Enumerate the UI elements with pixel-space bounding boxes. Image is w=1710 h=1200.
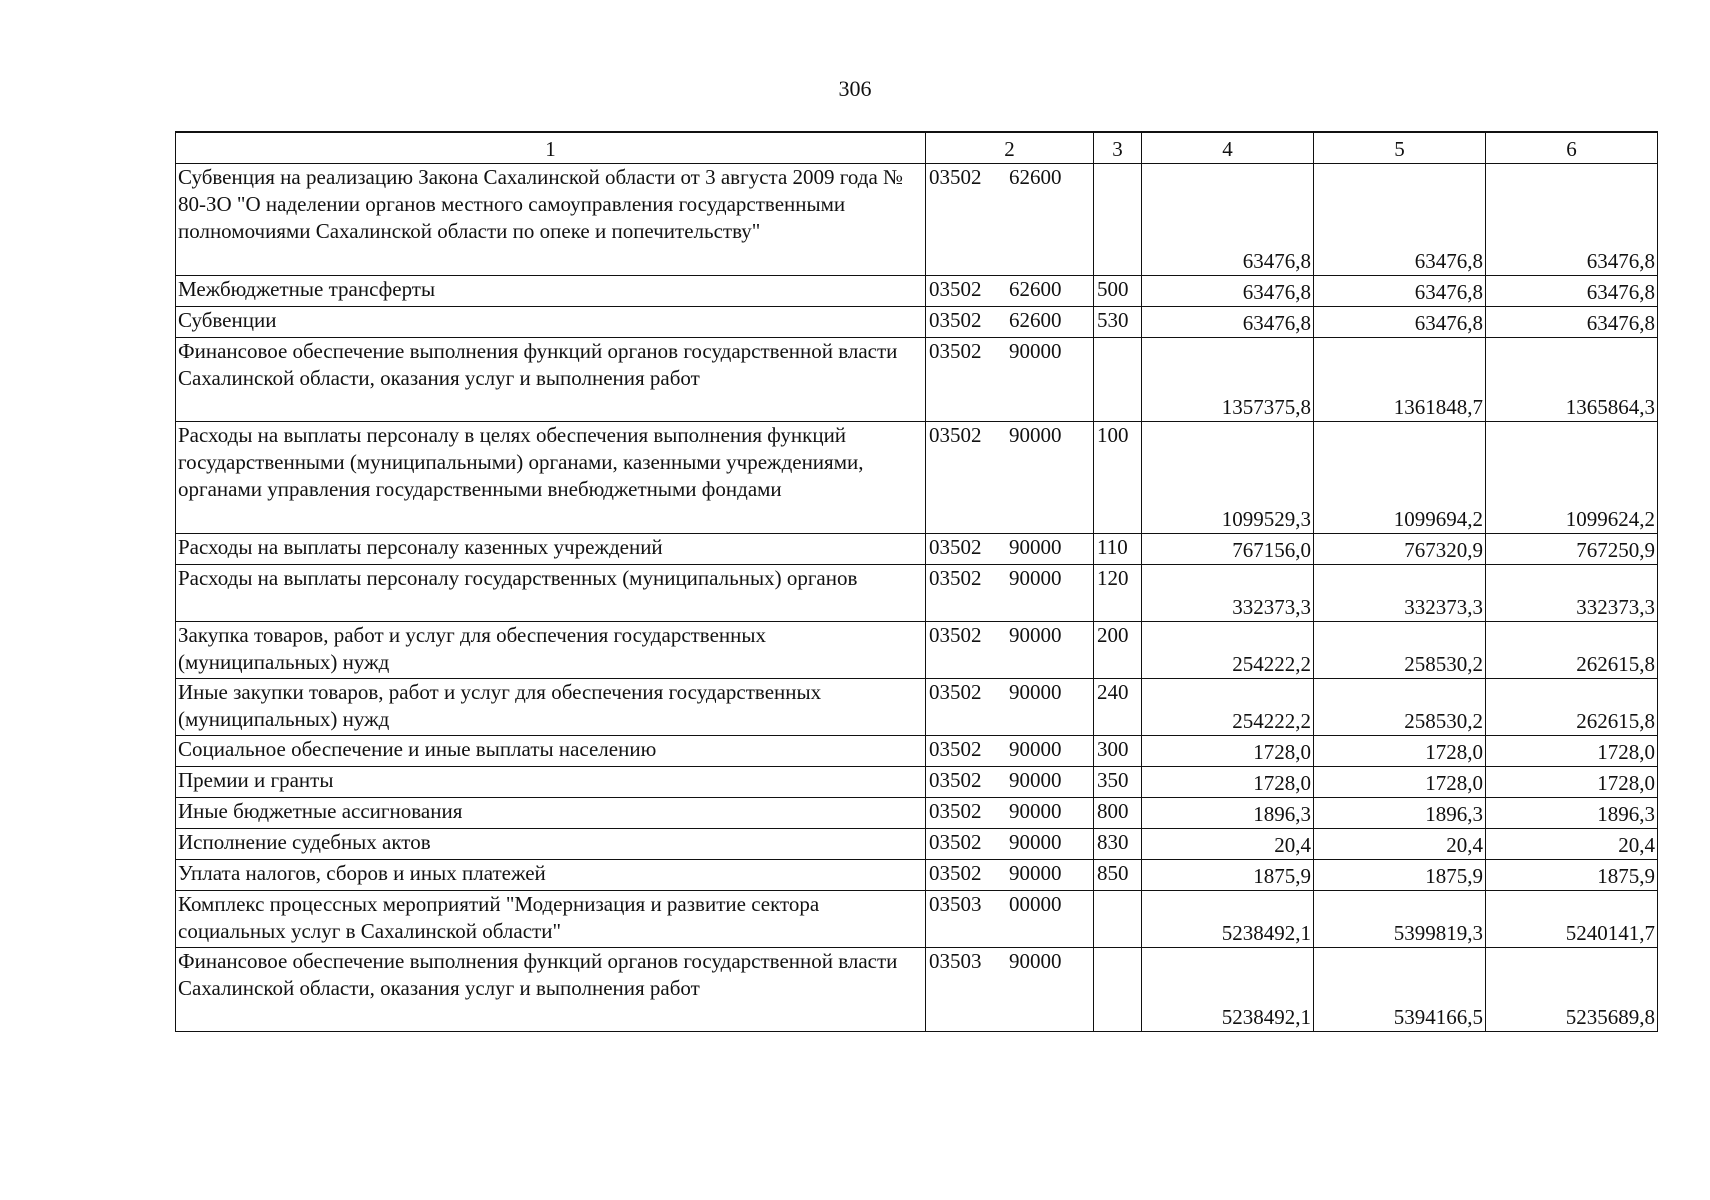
row-vr: 500 <box>1094 276 1142 307</box>
row-value-6: 1728,0 <box>1486 767 1658 798</box>
row-value-5: 63476,8 <box>1314 307 1486 338</box>
row-code <box>926 565 1094 622</box>
row-target: 00000 <box>1009 892 1062 916</box>
row-value-4: 63476,8 <box>1142 276 1314 307</box>
row-name: Премии и гранты <box>176 767 926 798</box>
table-row <box>176 948 1658 1032</box>
row-name: Комплекс процессных мероприятий "Модернизация и развитие сектора социальных услуг в Сахалинской области" <box>176 891 926 948</box>
table-row <box>176 622 1658 679</box>
row-target: 90000 <box>1009 737 1062 761</box>
row-section: 03502 <box>929 768 982 792</box>
row-code <box>926 307 1094 338</box>
row-section: 03502 <box>929 535 982 559</box>
row-vr: 300 <box>1094 736 1142 767</box>
row-code <box>926 798 1094 829</box>
row-vr <box>1094 891 1142 948</box>
row-value-5: 5394166,5 <box>1314 948 1486 1032</box>
row-target: 90000 <box>1009 339 1062 363</box>
row-name: Уплата налогов, сборов и иных платежей <box>176 860 926 891</box>
row-code <box>926 164 1094 276</box>
row-value-5: 332373,3 <box>1314 565 1486 622</box>
row-vr: 100 <box>1094 422 1142 534</box>
row-name: Социальное обеспечение и иные выплаты населению <box>176 736 926 767</box>
row-code <box>926 422 1094 534</box>
row-value-6: 5240141,7 <box>1486 891 1658 948</box>
row-value-5: 1875,9 <box>1314 860 1486 891</box>
row-code <box>926 276 1094 307</box>
row-vr: 530 <box>1094 307 1142 338</box>
row-value-6: 20,4 <box>1486 829 1658 860</box>
row-value-5: 63476,8 <box>1314 276 1486 307</box>
row-value-4: 1875,9 <box>1142 860 1314 891</box>
row-value-5: 767320,9 <box>1314 534 1486 565</box>
row-value-4: 63476,8 <box>1142 307 1314 338</box>
row-vr <box>1094 948 1142 1032</box>
row-value-4: 1099529,3 <box>1142 422 1314 534</box>
row-value-6: 262615,8 <box>1486 679 1658 736</box>
row-target: 90000 <box>1009 830 1062 854</box>
row-value-6: 262615,8 <box>1486 622 1658 679</box>
row-section: 03503 <box>929 892 982 916</box>
row-vr: 800 <box>1094 798 1142 829</box>
row-value-6: 63476,8 <box>1486 307 1658 338</box>
row-value-5: 258530,2 <box>1314 622 1486 679</box>
row-section: 03502 <box>929 339 982 363</box>
row-code <box>926 829 1094 860</box>
row-value-5: 1728,0 <box>1314 767 1486 798</box>
table-row <box>176 565 1658 622</box>
row-target: 90000 <box>1009 949 1062 973</box>
row-value-4: 1728,0 <box>1142 736 1314 767</box>
row-name: Закупка товаров, работ и услуг для обеспечения государственных (муниципальных) нужд <box>176 622 926 679</box>
row-vr <box>1094 338 1142 422</box>
row-name: Исполнение судебных актов <box>176 829 926 860</box>
row-section: 03502 <box>929 566 982 590</box>
row-value-5: 1361848,7 <box>1314 338 1486 422</box>
row-code <box>926 767 1094 798</box>
row-value-6: 5235689,8 <box>1486 948 1658 1032</box>
row-value-6: 767250,9 <box>1486 534 1658 565</box>
row-section: 03502 <box>929 861 982 885</box>
row-value-4: 5238492,1 <box>1142 948 1314 1032</box>
row-vr: 830 <box>1094 829 1142 860</box>
row-name: Межбюджетные трансферты <box>176 276 926 307</box>
table-row <box>176 798 1658 829</box>
row-target: 90000 <box>1009 799 1062 823</box>
table-row <box>176 338 1658 422</box>
row-value-4: 63476,8 <box>1142 164 1314 276</box>
header-col-2: 2 <box>926 132 1094 164</box>
row-vr: 120 <box>1094 565 1142 622</box>
row-name: Субвенции <box>176 307 926 338</box>
row-vr <box>1094 164 1142 276</box>
row-value-4: 767156,0 <box>1142 534 1314 565</box>
row-value-5: 1896,3 <box>1314 798 1486 829</box>
table-row <box>176 307 1658 338</box>
row-target: 90000 <box>1009 423 1062 447</box>
row-value-5: 1728,0 <box>1314 736 1486 767</box>
row-section: 03502 <box>929 623 982 647</box>
row-name: Расходы на выплаты персоналу государственных (муниципальных) органов <box>176 565 926 622</box>
row-section: 03502 <box>929 680 982 704</box>
row-value-6: 1728,0 <box>1486 736 1658 767</box>
row-value-6: 63476,8 <box>1486 164 1658 276</box>
row-value-4: 332373,3 <box>1142 565 1314 622</box>
row-section: 03503 <box>929 949 982 973</box>
row-section: 03502 <box>929 830 982 854</box>
row-vr: 200 <box>1094 622 1142 679</box>
header-row <box>176 132 1658 164</box>
table-row <box>176 164 1658 276</box>
row-target: 90000 <box>1009 623 1062 647</box>
table-row <box>176 276 1658 307</box>
row-name: Финансовое обеспечение выполнения функций органов государственной власти Сахалинской области, оказания услуг и выполнения работ <box>176 948 926 1032</box>
row-target: 62600 <box>1009 277 1062 301</box>
row-code <box>926 948 1094 1032</box>
table-row <box>176 860 1658 891</box>
row-value-6: 1875,9 <box>1486 860 1658 891</box>
page-number: 306 <box>838 76 872 101</box>
row-vr: 110 <box>1094 534 1142 565</box>
row-code <box>926 736 1094 767</box>
header-col-1: 1 <box>176 132 926 164</box>
row-value-6: 1099624,2 <box>1486 422 1658 534</box>
row-section: 03502 <box>929 165 982 189</box>
row-section: 03502 <box>929 737 982 761</box>
row-name: Иные бюджетные ассигнования <box>176 798 926 829</box>
header-col-3: 3 <box>1094 132 1142 164</box>
row-section: 03502 <box>929 308 982 332</box>
row-code <box>926 622 1094 679</box>
row-value-6: 1365864,3 <box>1486 338 1658 422</box>
row-value-4: 1896,3 <box>1142 798 1314 829</box>
header-col-5: 5 <box>1314 132 1486 164</box>
row-target: 90000 <box>1009 535 1062 559</box>
header-col-6: 6 <box>1486 132 1658 164</box>
row-value-6: 63476,8 <box>1486 276 1658 307</box>
table-row <box>176 829 1658 860</box>
row-code <box>926 534 1094 565</box>
row-section: 03502 <box>929 277 982 301</box>
table-row <box>176 736 1658 767</box>
row-value-4: 1728,0 <box>1142 767 1314 798</box>
row-vr: 850 <box>1094 860 1142 891</box>
row-code <box>926 860 1094 891</box>
table-row <box>176 422 1658 534</box>
row-name: Финансовое обеспечение выполнения функций органов государственной власти Сахалинской области, оказания услуг и выполнения работ <box>176 338 926 422</box>
row-value-6: 1896,3 <box>1486 798 1658 829</box>
row-target: 90000 <box>1009 566 1062 590</box>
row-target: 90000 <box>1009 861 1062 885</box>
row-value-4: 1357375,8 <box>1142 338 1314 422</box>
row-value-5: 258530,2 <box>1314 679 1486 736</box>
row-vr: 350 <box>1094 767 1142 798</box>
row-code <box>926 679 1094 736</box>
row-name: Субвенция на реализацию Закона Сахалинской области от 3 августа 2009 года № 80-ЗО "О наделении органов местного самоуправления государственными полномочиями Сахалинской области по опеке и попечительству" <box>176 164 926 276</box>
header-col-4: 4 <box>1142 132 1314 164</box>
row-value-4: 254222,2 <box>1142 679 1314 736</box>
row-target: 62600 <box>1009 165 1062 189</box>
table-body <box>176 164 1658 1032</box>
table-row <box>176 891 1658 948</box>
row-section: 03502 <box>929 799 982 823</box>
table-row <box>176 767 1658 798</box>
row-target: 90000 <box>1009 768 1062 792</box>
budget-table <box>175 131 1658 1032</box>
row-name: Расходы на выплаты персоналу казенных учреждений <box>176 534 926 565</box>
row-value-6: 332373,3 <box>1486 565 1658 622</box>
row-value-4: 254222,2 <box>1142 622 1314 679</box>
table-header <box>176 132 1658 164</box>
row-section: 03502 <box>929 423 982 447</box>
row-name: Расходы на выплаты персоналу в целях обеспечения выполнения функций государственными (муниципальными) органами, казенными учреждениями, органами управления государственными внебюджетными фондами <box>176 422 926 534</box>
row-code <box>926 338 1094 422</box>
row-value-4: 5238492,1 <box>1142 891 1314 948</box>
row-name: Иные закупки товаров, работ и услуг для обеспечения государственных (муниципальных) нужд <box>176 679 926 736</box>
row-value-5: 5399819,3 <box>1314 891 1486 948</box>
row-value-5: 63476,8 <box>1314 164 1486 276</box>
row-target: 62600 <box>1009 308 1062 332</box>
row-code <box>926 891 1094 948</box>
table-row <box>176 534 1658 565</box>
row-vr: 240 <box>1094 679 1142 736</box>
row-value-5: 20,4 <box>1314 829 1486 860</box>
row-value-4: 20,4 <box>1142 829 1314 860</box>
row-value-5: 1099694,2 <box>1314 422 1486 534</box>
row-target: 90000 <box>1009 680 1062 704</box>
table-row <box>176 679 1658 736</box>
